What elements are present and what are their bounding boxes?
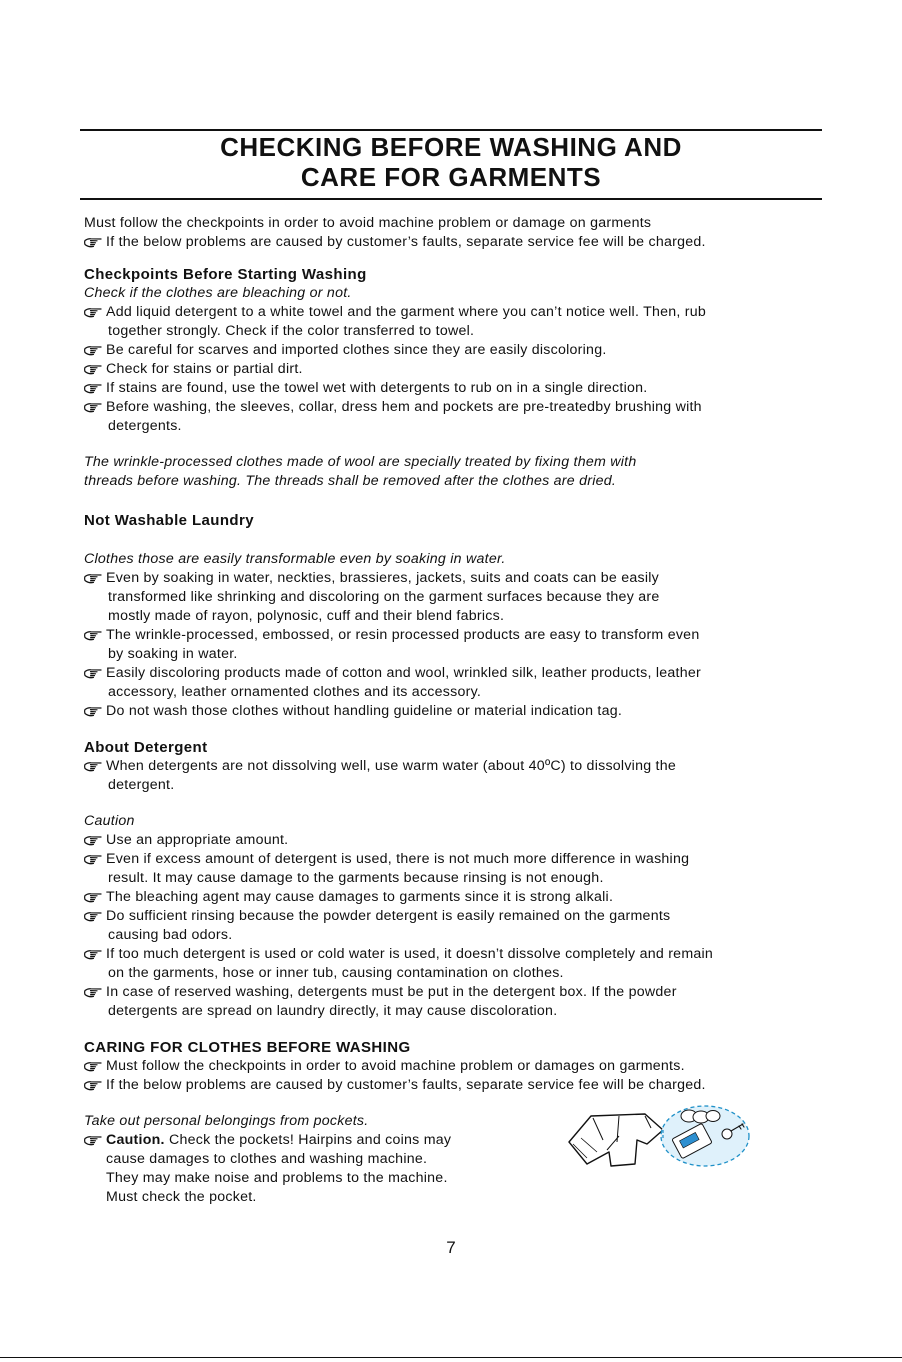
page-number: 7	[446, 1238, 456, 1257]
pointing-hand-icon	[84, 702, 106, 721]
intro-bullet: If the below problems are caused by customer’s faults, separate service fee will be charged.	[84, 233, 796, 252]
detergent-bullet: When detergents are not dissolving well, use warm water (about 40ºC) to dissolving the detergent.	[84, 757, 796, 795]
checkpoint-bullet: Check for stains or partial dirt.	[84, 360, 796, 379]
caution-bullet: In case of reserved washing, detergents must be put in the detergent box. If the powder detergents are spread on laundry directly, it may cause discoloration.	[84, 983, 796, 1021]
page-title	[80, 132, 822, 192]
pockets-heading: Take out personal belongings from pockets.	[84, 1113, 369, 1129]
pointing-hand-icon	[84, 907, 106, 926]
title-bottom-rule	[80, 198, 822, 200]
checkpoint-bullet: Be careful for scarves and imported clothes since they are easily discoloring.	[84, 341, 796, 360]
pointing-hand-icon	[84, 341, 106, 360]
title-line-1: CHECKING BEFORE WASHING AND	[220, 132, 682, 162]
pointing-hand-icon	[84, 398, 106, 417]
caring-heading: CARING FOR CLOTHES BEFORE WASHING	[84, 1039, 411, 1056]
not-washable-bullet: Do not wash those clothes without handling guideline or material indication tag.	[84, 702, 796, 721]
wrinkle-note: The wrinkle-processed clothes made of wool are specially treated by fixing them with threads before washing. The threads shall be removed after the clothes are dried.	[84, 454, 637, 489]
title-top-rule	[80, 129, 822, 131]
pants-pocket-coins-key-icon	[559, 1100, 759, 1186]
pockets-caution-label: Caution.	[106, 1132, 165, 1148]
not-washable-bullet: Easily discoloring products made of cotton and wool, wrinkled silk, leather products, leather accessory, leather ornamented clothes and its accessory.	[84, 664, 796, 702]
not-washable-subheading: Clothes those are easily transformable even by soaking in water.	[84, 551, 506, 567]
pointing-hand-icon	[84, 569, 106, 588]
title-line-2: CARE FOR GARMENTS	[300, 162, 602, 192]
not-washable-bullet: The wrinkle-processed, embossed, or resin processed products are easy to transform even by soaking in water.	[84, 626, 796, 664]
caring-bullet: If the below problems are caused by customer’s faults, separate service fee will be charged.	[84, 1076, 796, 1095]
caution-bullet: Use an appropriate amount.	[84, 831, 796, 850]
intro-line: Must follow the checkpoints in order to avoid machine problem or damage on garments	[84, 215, 652, 231]
pointing-hand-icon	[84, 888, 106, 907]
pointing-hand-icon	[84, 831, 106, 850]
caution-bullet: Even if excess amount of detergent is used, there is not much more difference in washing result. It may cause damage to the garments because rinsing is not enough.	[84, 850, 796, 888]
pointing-hand-icon	[84, 360, 106, 379]
detergent-heading: About Detergent	[84, 739, 208, 756]
not-washable-heading: Not Washable Laundry	[84, 512, 254, 529]
pointing-hand-icon	[84, 233, 106, 252]
caring-bullet: Must follow the checkpoints in order to avoid machine problem or damages on garments.	[84, 1057, 796, 1076]
pointing-hand-icon	[84, 1076, 106, 1095]
caution-bullet: If too much detergent is used or cold water is used, it doesn’t dissolve completely and remain on the garments, hose or inner tub, causing contamination on clothes.	[84, 945, 796, 983]
pointing-hand-icon	[84, 983, 106, 1002]
checkpoint-bullet: Before washing, the sleeves, collar, dress hem and pockets are pre-treatedby brushing with detergents.	[84, 398, 796, 436]
pointing-hand-icon	[84, 626, 106, 645]
caution-heading: Caution	[84, 813, 135, 829]
checkpoints-subheading: Check if the clothes are bleaching or not.	[84, 285, 352, 301]
footer-rule	[0, 1357, 902, 1358]
not-washable-bullet: Even by soaking in water, neckties, brassieres, jackets, suits and coats can be easily transformed like shrinking and discoloring on the garment surfaces because they are mostly made of rayon, polynosic, cuff and their blend fabrics.	[84, 569, 796, 626]
pointing-hand-icon	[84, 664, 106, 683]
checkpoints-heading: Checkpoints Before Starting Washing	[84, 266, 367, 283]
checkpoint-bullet: Add liquid detergent to a white towel and the garment where you can’t notice well. Then, rub together strongly. Check if the color transferred to towel.	[84, 303, 796, 341]
pointing-hand-icon	[84, 1131, 106, 1150]
pockets-section	[84, 1112, 796, 1207]
pointing-hand-icon	[84, 1057, 106, 1076]
page-content	[84, 214, 796, 1207]
caution-bullet: The bleaching agent may cause damages to garments since it is strong alkali.	[84, 888, 796, 907]
checkpoint-bullet: If stains are found, use the towel wet with detergents to rub on in a single direction.	[84, 379, 796, 398]
pointing-hand-icon	[84, 379, 106, 398]
pointing-hand-icon	[84, 945, 106, 964]
pockets-bullet: Caution. Check the pockets! Hairpins and coins may cause damages to clothes and washing machine. They may make noise and problems to the machine. Must check the pocket.	[84, 1131, 504, 1207]
pointing-hand-icon	[84, 303, 106, 322]
pointing-hand-icon	[84, 850, 106, 869]
caution-bullet: Do sufficient rinsing because the powder detergent is easily remained on the garments causing bad odors.	[84, 907, 796, 945]
pointing-hand-icon	[84, 757, 106, 776]
